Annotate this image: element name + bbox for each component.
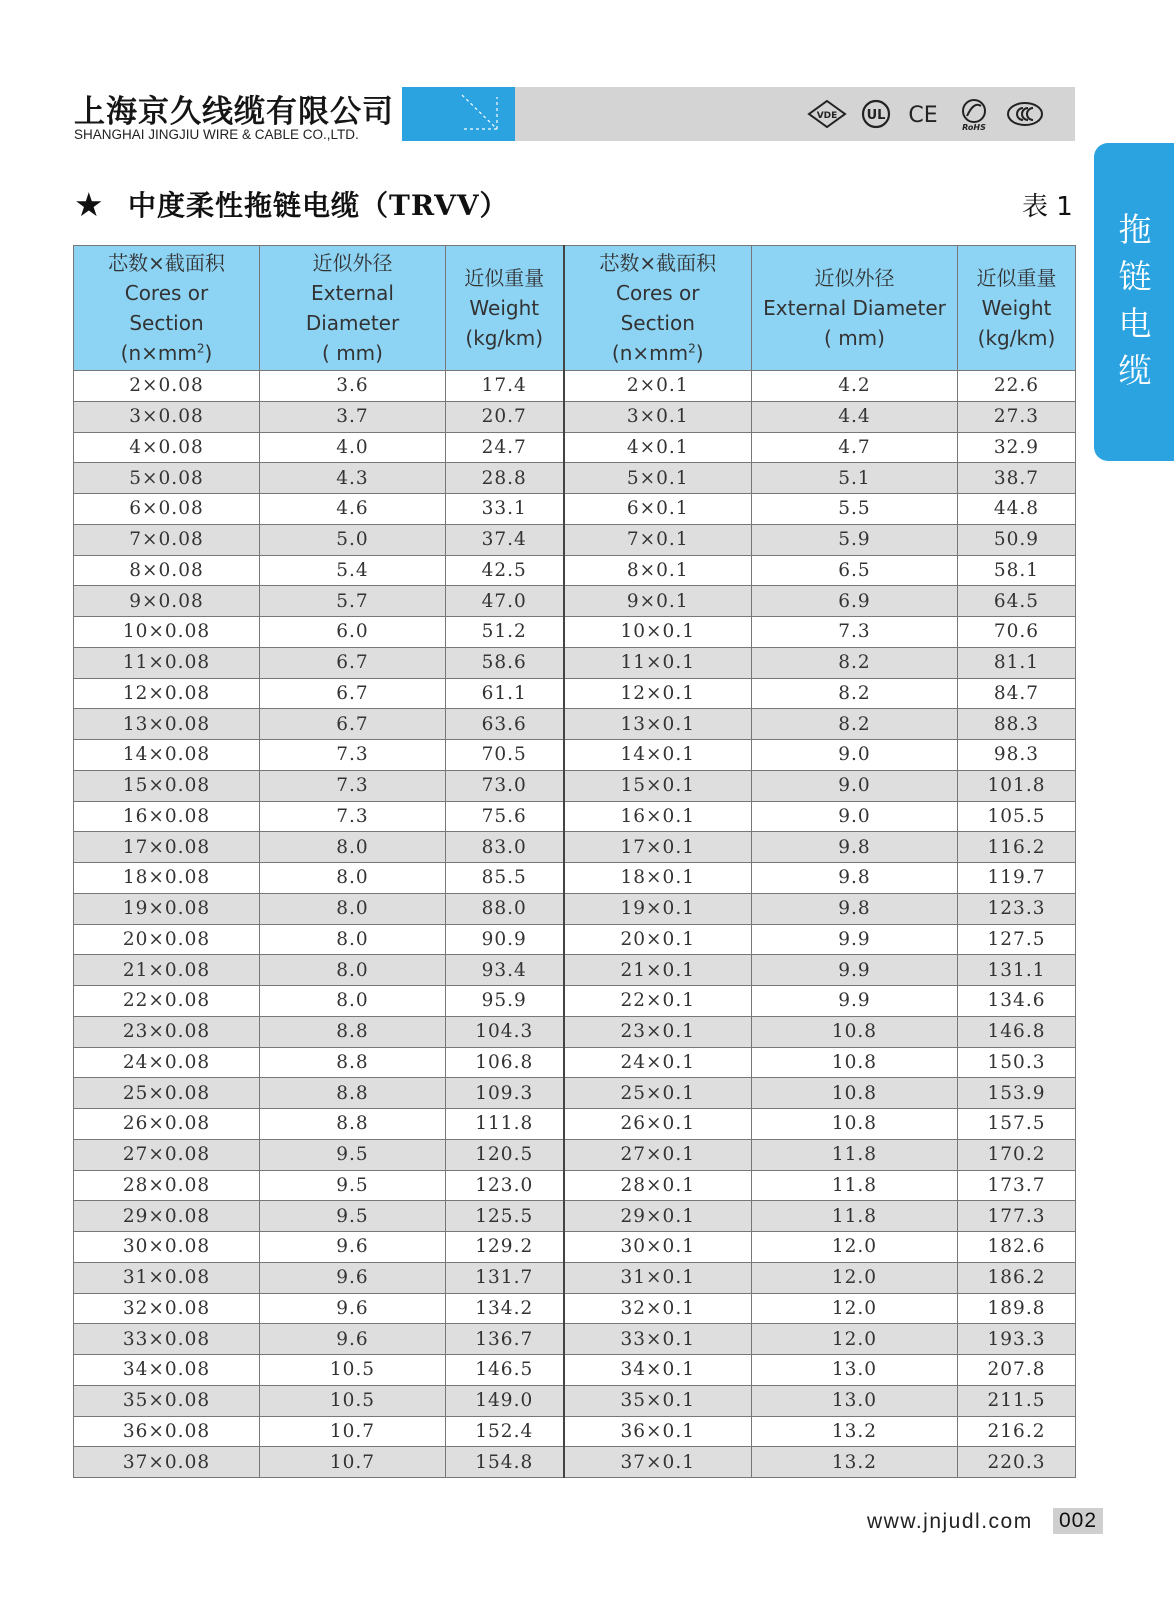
diameter-cell: 6.7 (260, 678, 446, 709)
side-tab-char: 电 (1118, 304, 1152, 343)
cores-section-cell: 15×0.1 (564, 770, 752, 801)
cores-section-cell: 29×0.1 (564, 1201, 752, 1232)
weight-cell: 186.2 (958, 1262, 1076, 1293)
diameter-cell: 9.8 (752, 832, 958, 863)
weight-cell: 27.3 (958, 401, 1076, 432)
weight-cell: 58.1 (958, 555, 1076, 586)
weight-cell: 220.3 (958, 1447, 1076, 1478)
table-row (74, 494, 1076, 525)
diameter-cell: 10.5 (260, 1385, 446, 1416)
weight-cell: 216.2 (958, 1416, 1076, 1447)
cores-section-cell: 3×0.1 (564, 401, 752, 432)
table-row (74, 1170, 1076, 1201)
diameter-cell: 10.5 (260, 1355, 446, 1386)
certification-bar (515, 87, 1075, 141)
corner-arrow-graphic (402, 87, 515, 141)
diameter-cell: 9.5 (260, 1139, 446, 1170)
diameter-cell: 9.0 (752, 740, 958, 771)
weight-cell: 123.0 (446, 1170, 564, 1201)
weight-cell: 131.1 (958, 955, 1076, 986)
diameter-cell: 12.0 (752, 1293, 958, 1324)
weight-cell: 134.6 (958, 986, 1076, 1017)
header-external-diameter: 近似外径 External Diameter ( mm) (260, 246, 446, 371)
cores-section-cell: 8×0.08 (74, 555, 260, 586)
cores-section-cell: 14×0.08 (74, 740, 260, 771)
website-url: www.jnjudl.com (867, 1510, 1033, 1533)
diameter-cell: 5.0 (260, 524, 446, 555)
company-name-cn: 上海京久线缆有限公司 (74, 94, 394, 130)
cores-section-cell: 2×0.08 (74, 371, 260, 402)
weight-cell: 84.7 (958, 678, 1076, 709)
weight-cell: 101.8 (958, 770, 1076, 801)
table-row (74, 678, 1076, 709)
table-row (74, 463, 1076, 494)
table-row (74, 1047, 1076, 1078)
cores-section-cell: 15×0.08 (74, 770, 260, 801)
table-row (74, 1201, 1076, 1232)
weight-cell: 211.5 (958, 1385, 1076, 1416)
weight-cell: 90.9 (446, 924, 564, 955)
spec-table-wrapper (73, 245, 1076, 1478)
weight-cell: 170.2 (958, 1139, 1076, 1170)
table-row (74, 1016, 1076, 1047)
weight-cell: 134.2 (446, 1293, 564, 1324)
weight-cell: 32.9 (958, 432, 1076, 463)
table-row (74, 1139, 1076, 1170)
diameter-cell: 8.8 (260, 1109, 446, 1140)
diameter-cell: 9.9 (752, 986, 958, 1017)
cores-section-cell: 13×0.08 (74, 709, 260, 740)
cores-section-cell: 12×0.08 (74, 678, 260, 709)
weight-cell: 38.7 (958, 463, 1076, 494)
weight-cell: 109.3 (446, 1078, 564, 1109)
diameter-cell: 9.9 (752, 924, 958, 955)
ul-icon (859, 98, 893, 130)
header-cores-section: 芯数×截面积 Cores or Section $(n\times mm^2)$ (564, 246, 752, 371)
diameter-cell: 7.3 (260, 801, 446, 832)
cores-section-cell: 37×0.1 (564, 1447, 752, 1478)
diameter-cell: 8.0 (260, 986, 446, 1017)
header-weight: 近似重量 Weight (kg/km) (958, 246, 1076, 371)
weight-cell: 51.2 (446, 617, 564, 648)
weight-cell: 95.9 (446, 986, 564, 1017)
weight-cell: 98.3 (958, 740, 1076, 771)
cores-section-cell: 19×0.1 (564, 893, 752, 924)
cores-section-cell: 24×0.1 (564, 1047, 752, 1078)
weight-cell: 123.3 (958, 893, 1076, 924)
table-row (74, 555, 1076, 586)
weight-cell: 88.3 (958, 709, 1076, 740)
cores-section-cell: 34×0.08 (74, 1355, 260, 1386)
cores-section-cell: 12×0.1 (564, 678, 752, 709)
table-row (74, 586, 1076, 617)
diameter-cell: 4.0 (260, 432, 446, 463)
table-row (74, 1232, 1076, 1263)
table-row (74, 401, 1076, 432)
cores-section-cell: 24×0.08 (74, 1047, 260, 1078)
weight-cell: 50.9 (958, 524, 1076, 555)
side-tab-char: 链 (1118, 257, 1152, 296)
cores-section-cell: 31×0.08 (74, 1262, 260, 1293)
diameter-cell: 13.2 (752, 1416, 958, 1447)
diameter-cell: 10.8 (752, 1047, 958, 1078)
table-row (74, 740, 1076, 771)
cores-section-cell: 35×0.1 (564, 1385, 752, 1416)
diameter-cell: 11.8 (752, 1170, 958, 1201)
weight-cell: 157.5 (958, 1109, 1076, 1140)
weight-cell: 116.2 (958, 832, 1076, 863)
cores-section-cell: 36×0.1 (564, 1416, 752, 1447)
weight-cell: 105.5 (958, 801, 1076, 832)
weight-cell: 153.9 (958, 1078, 1076, 1109)
weight-cell: 120.5 (446, 1139, 564, 1170)
table-row (74, 524, 1076, 555)
table-label: 表 1 (1022, 192, 1073, 222)
weight-cell: 207.8 (958, 1355, 1076, 1386)
diameter-cell: 12.0 (752, 1324, 958, 1355)
diameter-cell: 4.6 (260, 494, 446, 525)
cores-section-cell: 13×0.1 (564, 709, 752, 740)
cores-section-cell: 18×0.1 (564, 863, 752, 894)
cores-section-cell: 10×0.1 (564, 617, 752, 648)
table-body (74, 371, 1076, 1478)
cores-section-cell: 16×0.08 (74, 801, 260, 832)
header-external-diameter: 近似外径 External Diameter ( mm) (752, 246, 958, 371)
weight-cell: 47.0 (446, 586, 564, 617)
diameter-cell: 8.0 (260, 832, 446, 863)
cores-section-cell: 11×0.08 (74, 647, 260, 678)
diameter-cell: 13.2 (752, 1447, 958, 1478)
cores-section-cell: 20×0.08 (74, 924, 260, 955)
table-row (74, 709, 1076, 740)
cores-section-cell: 11×0.1 (564, 647, 752, 678)
cores-section-cell: 8×0.1 (564, 555, 752, 586)
table-row (74, 371, 1076, 402)
cores-section-cell: 4×0.08 (74, 432, 260, 463)
header-blue-block (402, 87, 515, 141)
diameter-cell: 8.2 (752, 709, 958, 740)
weight-cell: 61.1 (446, 678, 564, 709)
table-row (74, 1447, 1076, 1478)
weight-cell: 104.3 (446, 1016, 564, 1047)
weight-cell: 70.6 (958, 617, 1076, 648)
table-row (74, 770, 1076, 801)
diameter-cell: 5.7 (260, 586, 446, 617)
svg-text:RoHS: RoHS (962, 123, 986, 131)
ce-icon (903, 98, 943, 130)
side-tab-char: 缆 (1118, 351, 1152, 390)
weight-cell: 28.8 (446, 463, 564, 494)
weight-cell: 85.5 (446, 863, 564, 894)
header-cores-section: 芯数×截面积 Cores or Section $(n\times mm^2)$ (74, 246, 260, 371)
cores-section-cell: 23×0.08 (74, 1016, 260, 1047)
weight-cell: 182.6 (958, 1232, 1076, 1263)
weight-cell: 24.7 (446, 432, 564, 463)
cores-section-cell: 10×0.08 (74, 617, 260, 648)
weight-cell: 189.8 (958, 1293, 1076, 1324)
cores-section-cell: 34×0.1 (564, 1355, 752, 1386)
weight-cell: 64.5 (958, 586, 1076, 617)
diameter-cell: 9.5 (260, 1201, 446, 1232)
table-row (74, 432, 1076, 463)
table-row (74, 1385, 1076, 1416)
weight-cell: 42.5 (446, 555, 564, 586)
diameter-cell: 8.8 (260, 1078, 446, 1109)
diameter-cell: 9.0 (752, 801, 958, 832)
diameter-cell: 4.7 (752, 432, 958, 463)
weight-cell: 73.0 (446, 770, 564, 801)
weight-cell: 63.6 (446, 709, 564, 740)
table-row (74, 1262, 1076, 1293)
table-header-row (74, 246, 1076, 371)
category-side-tab (1094, 143, 1174, 461)
diameter-cell: 8.8 (260, 1016, 446, 1047)
diameter-cell: 8.2 (752, 647, 958, 678)
weight-cell: 58.6 (446, 647, 564, 678)
cores-section-cell: 26×0.08 (74, 1109, 260, 1140)
cores-section-cell: 37×0.08 (74, 1447, 260, 1478)
side-tab-char: 拖 (1118, 210, 1152, 249)
weight-cell: 136.7 (446, 1324, 564, 1355)
cores-section-cell: 7×0.08 (74, 524, 260, 555)
diameter-cell: 3.6 (260, 371, 446, 402)
weight-cell: 119.7 (958, 863, 1076, 894)
table-row (74, 617, 1076, 648)
diameter-cell: 7.3 (260, 770, 446, 801)
cores-section-cell: 30×0.08 (74, 1232, 260, 1263)
table-row (74, 647, 1076, 678)
diameter-cell: 10.7 (260, 1447, 446, 1478)
weight-cell: 33.1 (446, 494, 564, 525)
diameter-cell: 7.3 (260, 740, 446, 771)
weight-cell: 146.5 (446, 1355, 564, 1386)
weight-cell: 146.8 (958, 1016, 1076, 1047)
table-row (74, 955, 1076, 986)
diameter-cell: 9.8 (752, 863, 958, 894)
weight-cell: 93.4 (446, 955, 564, 986)
vde-icon (805, 98, 849, 130)
cores-section-cell: 30×0.1 (564, 1232, 752, 1263)
weight-cell: 70.5 (446, 740, 564, 771)
cores-section-cell: 18×0.08 (74, 863, 260, 894)
weight-cell: 81.1 (958, 647, 1076, 678)
weight-cell: 83.0 (446, 832, 564, 863)
cores-section-cell: 22×0.1 (564, 986, 752, 1017)
diameter-cell: 4.4 (752, 401, 958, 432)
cores-section-cell: 17×0.1 (564, 832, 752, 863)
cores-section-cell: 29×0.08 (74, 1201, 260, 1232)
cores-section-cell: 22×0.08 (74, 986, 260, 1017)
cores-section-cell: 28×0.08 (74, 1170, 260, 1201)
cores-section-cell: 36×0.08 (74, 1416, 260, 1447)
diameter-cell: 4.2 (752, 371, 958, 402)
cores-section-cell: 28×0.1 (564, 1170, 752, 1201)
cores-section-cell: 19×0.08 (74, 893, 260, 924)
cores-section-cell: 25×0.08 (74, 1078, 260, 1109)
diameter-cell: 9.9 (752, 955, 958, 986)
cores-section-cell: 20×0.1 (564, 924, 752, 955)
diameter-cell: 9.6 (260, 1293, 446, 1324)
table-row (74, 893, 1076, 924)
cores-section-cell: 21×0.08 (74, 955, 260, 986)
diameter-cell: 8.2 (752, 678, 958, 709)
svg-text:UL: UL (866, 108, 886, 123)
weight-cell: 88.0 (446, 893, 564, 924)
cores-section-cell: 27×0.08 (74, 1139, 260, 1170)
cores-section-cell: 7×0.1 (564, 524, 752, 555)
diameter-cell: 10.8 (752, 1016, 958, 1047)
diameter-cell: 9.6 (260, 1324, 446, 1355)
diameter-cell: 9.8 (752, 893, 958, 924)
diameter-cell: 8.0 (260, 863, 446, 894)
page-title: 中度柔性拖链电缆（TRVV） (128, 189, 509, 222)
cores-section-cell: 33×0.08 (74, 1324, 260, 1355)
cores-section-cell: 4×0.1 (564, 432, 752, 463)
cores-section-cell: 33×0.1 (564, 1324, 752, 1355)
cores-section-cell: 16×0.1 (564, 801, 752, 832)
diameter-cell: 8.0 (260, 955, 446, 986)
cores-section-cell: 5×0.1 (564, 463, 752, 494)
table-row (74, 1109, 1076, 1140)
spec-table (73, 245, 1076, 1478)
svg-text:CE: CE (908, 103, 938, 128)
cores-section-cell: 27×0.1 (564, 1139, 752, 1170)
table-row (74, 1355, 1076, 1386)
weight-cell: 173.7 (958, 1170, 1076, 1201)
weight-cell: 37.4 (446, 524, 564, 555)
weight-cell: 193.3 (958, 1324, 1076, 1355)
weight-cell: 129.2 (446, 1232, 564, 1263)
diameter-cell: 4.3 (260, 463, 446, 494)
diameter-cell: 10.7 (260, 1416, 446, 1447)
cores-section-cell: 25×0.1 (564, 1078, 752, 1109)
cores-section-cell: 3×0.08 (74, 401, 260, 432)
weight-cell: 17.4 (446, 371, 564, 402)
diameter-cell: 9.6 (260, 1262, 446, 1293)
rohs-icon (955, 98, 993, 130)
cores-section-cell: 6×0.1 (564, 494, 752, 525)
diameter-cell: 5.1 (752, 463, 958, 494)
weight-cell: 149.0 (446, 1385, 564, 1416)
diameter-cell: 11.8 (752, 1201, 958, 1232)
diameter-cell: 3.7 (260, 401, 446, 432)
cores-section-cell: 6×0.08 (74, 494, 260, 525)
diameter-cell: 10.8 (752, 1109, 958, 1140)
cores-section-cell: 31×0.1 (564, 1262, 752, 1293)
svg-text:VDE: VDE (816, 111, 838, 121)
table-row (74, 863, 1076, 894)
diameter-cell: 8.0 (260, 924, 446, 955)
diameter-cell: 8.0 (260, 893, 446, 924)
page-number: 002 (1053, 1508, 1103, 1534)
diameter-cell: 6.0 (260, 617, 446, 648)
header-weight: 近似重量 Weight (kg/km) (446, 246, 564, 371)
weight-cell: 152.4 (446, 1416, 564, 1447)
table-row (74, 1293, 1076, 1324)
weight-cell: 131.7 (446, 1262, 564, 1293)
diameter-cell: 6.9 (752, 586, 958, 617)
weight-cell: 20.7 (446, 401, 564, 432)
table-row (74, 1078, 1076, 1109)
diameter-cell: 9.5 (260, 1170, 446, 1201)
diameter-cell: 13.0 (752, 1385, 958, 1416)
diameter-cell: 9.0 (752, 770, 958, 801)
table-row (74, 832, 1076, 863)
diameter-cell: 6.5 (752, 555, 958, 586)
cores-section-cell: 2×0.1 (564, 371, 752, 402)
weight-cell: 177.3 (958, 1201, 1076, 1232)
diameter-cell: 6.7 (260, 647, 446, 678)
diameter-cell: 8.8 (260, 1047, 446, 1078)
diameter-cell: 13.0 (752, 1355, 958, 1386)
weight-cell: 75.6 (446, 801, 564, 832)
diameter-cell: 12.0 (752, 1262, 958, 1293)
weight-cell: 22.6 (958, 371, 1076, 402)
diameter-cell: 10.8 (752, 1078, 958, 1109)
weight-cell: 127.5 (958, 924, 1076, 955)
weight-cell: 44.8 (958, 494, 1076, 525)
cores-section-cell: 9×0.08 (74, 586, 260, 617)
diameter-cell: 9.6 (260, 1232, 446, 1263)
weight-cell: 106.8 (446, 1047, 564, 1078)
table-row (74, 1324, 1076, 1355)
weight-cell: 125.5 (446, 1201, 564, 1232)
cores-section-cell: 5×0.08 (74, 463, 260, 494)
cores-section-cell: 17×0.08 (74, 832, 260, 863)
cores-section-cell: 35×0.08 (74, 1385, 260, 1416)
weight-cell: 154.8 (446, 1447, 564, 1478)
weight-cell: 150.3 (958, 1047, 1076, 1078)
cores-section-cell: 21×0.1 (564, 955, 752, 986)
cores-section-cell: 26×0.1 (564, 1109, 752, 1140)
weight-cell: 111.8 (446, 1109, 564, 1140)
cores-section-cell: 14×0.1 (564, 740, 752, 771)
diameter-cell: 6.7 (260, 709, 446, 740)
diameter-cell: 7.3 (752, 617, 958, 648)
cores-section-cell: 32×0.08 (74, 1293, 260, 1324)
cores-section-cell: 32×0.1 (564, 1293, 752, 1324)
diameter-cell: 5.5 (752, 494, 958, 525)
star-icon: ★ (74, 186, 104, 223)
diameter-cell: 5.9 (752, 524, 958, 555)
ccc-icon (1005, 98, 1045, 130)
diameter-cell: 11.8 (752, 1139, 958, 1170)
table-row (74, 801, 1076, 832)
table-row (74, 924, 1076, 955)
table-row (74, 1416, 1076, 1447)
diameter-cell: 5.4 (260, 555, 446, 586)
company-name-en: SHANGHAI JINGJIU WIRE & CABLE CO.,LTD. (74, 127, 359, 142)
cores-section-cell: 23×0.1 (564, 1016, 752, 1047)
table-row (74, 986, 1076, 1017)
diameter-cell: 12.0 (752, 1232, 958, 1263)
cores-section-cell: 9×0.1 (564, 586, 752, 617)
